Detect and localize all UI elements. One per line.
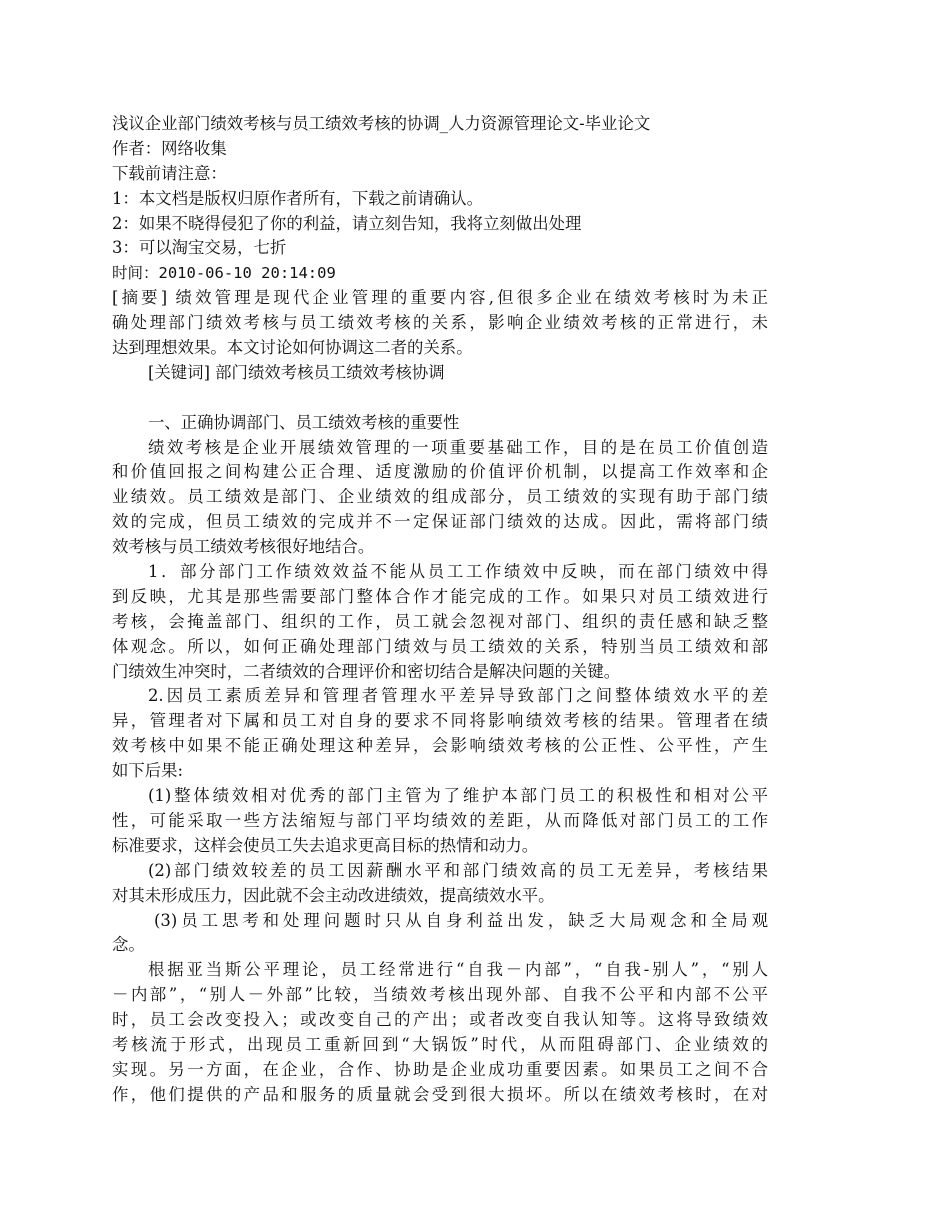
paragraph-line: 时，员工会改变投入；或改变自己的产出；或者改变自我认知等。这将导致绩效 xyxy=(112,1010,768,1030)
paragraph-line: 如下后果: xyxy=(112,761,184,781)
document-title: 浅议企业部门绩效考核与员工绩效考核的协调_人力资源管理论文-毕业论文 xyxy=(112,114,651,133)
abstract-line: 确处理部门绩效考核与员工绩效考核的关系，影响企业绩效考核的正常进行，未 xyxy=(112,313,768,333)
abstract xyxy=(112,286,768,361)
paragraph-line: 业绩效。员工绩效是部门、企业绩效的组成部分，员工绩效的实现有助于部门绩 xyxy=(112,487,768,507)
consequence-item-3 xyxy=(112,909,768,959)
paragraph-line: 效考核与员工绩效考核很好地结合。 xyxy=(112,537,375,557)
paragraph-line: (2)部门绩效较差的员工因薪酬水平和部门绩效高的员工无差异，考核结果 xyxy=(148,860,768,880)
paragraph-point-1 xyxy=(112,560,768,684)
paragraph-line: 1．部分部门工作绩效效益不能从员工工作绩效中反映，而在部门绩效中得 xyxy=(148,562,768,582)
paragraph-line: 作，他们提供的产品和服务的质量就会受到很大损坏。所以在绩效考核时，在对 xyxy=(112,1084,768,1104)
section-heading: 一、正确协调部门、员工绩效考核的重要性 xyxy=(148,412,460,432)
paragraph-line: 性，可能采取一些方法缩短与部门平均绩效的差距，从而降低对部门员工的工作 xyxy=(112,810,768,830)
paragraph-line: －内部”，“别人－外部”比较，当绩效考核出现外部、自我不公平和内部不公平 xyxy=(112,985,768,1005)
paragraph-line: 异，管理者对下属和员工对自身的要求不同将影响绩效考核的结果。管理者在绩 xyxy=(112,711,768,731)
paragraph-line: 效的完成，但员工绩效的完成并不一定保证部门绩效的达成。因此，需将部门绩 xyxy=(112,512,768,532)
author-line: 作者：网络收集 xyxy=(112,138,227,158)
download-notice-heading: 下载前请注意： xyxy=(112,163,227,183)
paragraph-line: 标准要求，这样会使员工失去追求更高目标的热情和动力。 xyxy=(112,835,539,855)
paragraph-line: 根据亚当斯公平理论，员工经常进行“自我－内部”，“自我-别人”，“别人 xyxy=(148,960,768,980)
paragraph-importance xyxy=(112,436,768,560)
paragraph-line: 2.因员工素质差异和管理者管理水平差异导致部门之间整体绩效水平的差 xyxy=(148,686,768,706)
paragraph-line: 门绩效生冲突时，二者绩效的合理评价和密切结合是解决问题的关键。 xyxy=(112,661,621,681)
paragraph-line: 考核，会掩盖部门、组织的工作，员工就会忽视对部门、组织的责任感和缺乏整 xyxy=(112,611,768,631)
document-page xyxy=(112,112,768,1108)
paragraph-line: 考核流于形式，出现员工重新回到“大锅饭”时代，从而阻碍部门、企业绩效的 xyxy=(112,1034,768,1054)
paragraph-line: 念。 xyxy=(112,935,145,955)
paragraph-line: 绩效考核是企业开展绩效管理的一项重要基础工作，目的是在员工价值创造 xyxy=(148,437,768,457)
notice-item: 3：可以淘宝交易，七折 xyxy=(112,238,287,258)
paragraph-line: 到反映，尤其是那些需要部门整体合作才能完成的工作。如果只对员工绩效进行 xyxy=(112,586,768,606)
publish-time: 时间：2010-06-10 20:14:09 xyxy=(112,264,336,283)
paragraph-point-2 xyxy=(112,684,768,784)
paragraph-equity-theory xyxy=(112,958,768,1107)
paragraph-line: 实现。另一方面，在企业，合作、协助是企业成功重要因素。如果员工之间不合 xyxy=(112,1059,768,1079)
paragraph-line: 和价值回报之间构建公正合理、适度激励的价值评价机制，以提高工作效率和企 xyxy=(112,462,768,482)
abstract-line: 达到理想效果。本文讨论如何协调这二者的关系。 xyxy=(112,338,473,358)
consequence-item-2 xyxy=(112,859,768,909)
paragraph-line: 效考核中如果不能正确处理这种差异，会影响绩效考核的公正性、公平性，产生 xyxy=(112,736,768,756)
paragraph-line: (3)员工思考和处理问题时只从自身利益出发，缺乏大局观念和全局观 xyxy=(154,910,768,930)
paragraph-line: 对其未形成压力，因此就不会主动改进绩效，提高绩效水平。 xyxy=(112,885,555,905)
keywords: [关键词] 部门绩效考核员工绩效考核协调 xyxy=(148,362,445,382)
consequence-item-1 xyxy=(112,784,768,859)
abstract-line: [摘要] 绩效管理是现代企业管理的重要内容,但很多企业在绩效考核时为未正 xyxy=(112,288,768,308)
notice-item: 2：如果不晓得侵犯了你的利益，请立刻告知，我将立刻做出处理 xyxy=(112,213,582,233)
paragraph-line: (1)整体绩效相对优秀的部门主管为了维护本部门员工的积极性和相对公平 xyxy=(148,786,768,806)
notice-item: 1：本文档是版权归原作者所有，下载之前请确认。 xyxy=(112,188,484,208)
spacer xyxy=(112,386,768,411)
paragraph-line: 体观念。所以，如何正确处理部门绩效与员工绩效的关系，特别当员工绩效和部 xyxy=(112,636,768,656)
